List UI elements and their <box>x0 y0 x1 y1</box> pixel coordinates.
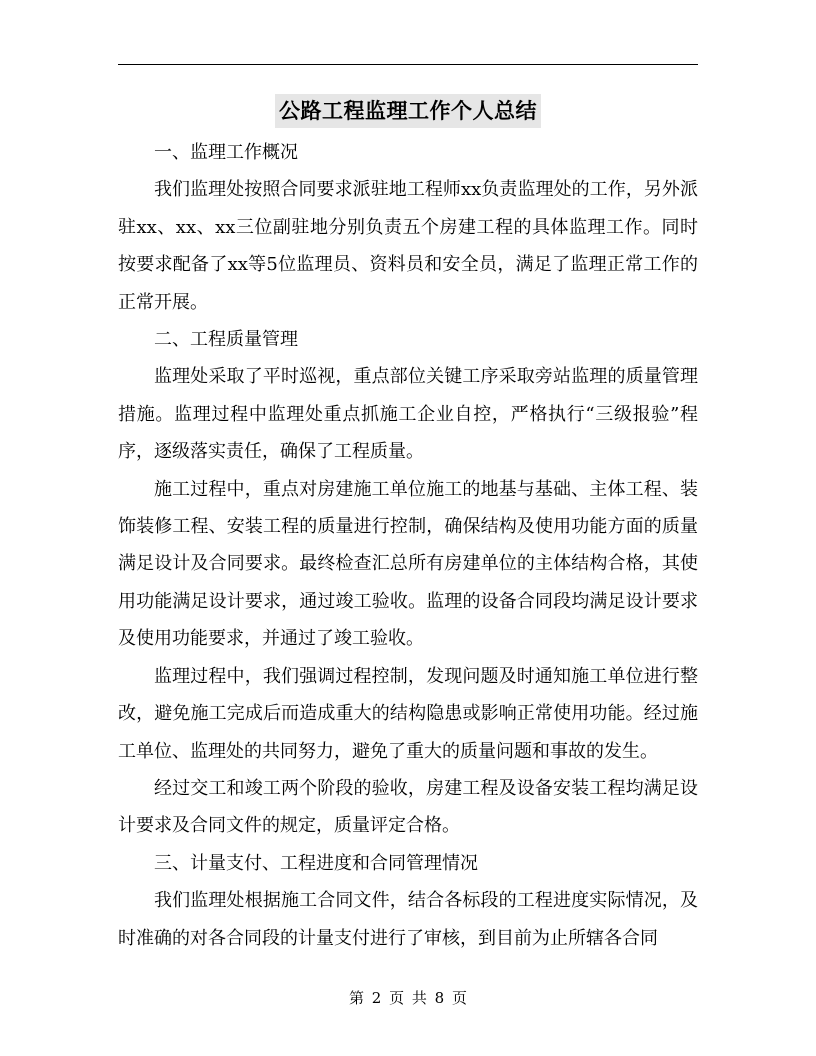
page-footer: 第 2 页 共 8 页 <box>349 989 467 1007</box>
paragraph-construction-control: 施工过程中，重点对房建施工单位施工的地基与基础、主体工程、装饰装修工程、安装工程的质量进行控制，确保结构及使用功能方面的质量满足设计及合同要求。最终检查汇总所有房建单位的主体结构合格，其使用功能满足设计要求，通过竣工验收。监理的设备合同段均满足设计要求及使用功能要求，并通过了竣工验收。 <box>118 478 698 650</box>
section-heading-payment: 三、计量支付、工程进度和合同管理情况 <box>154 852 478 874</box>
section-heading-quality: 二、工程质量管理 <box>154 329 298 351</box>
paragraph-payment: 我们监理处根据施工合同文件，结合各标段的工程进度实际情况，及时准确的对各合同段的计量支付进行了审核，到目前为止所辖各合同 <box>118 890 698 949</box>
section-heading-overview: 一、监理工作概况 <box>154 142 298 163</box>
paragraph-overview: 我们监理处按照合同要求派驻地工程师xx负责监理处的工作，另外派驻xx、xx、xx三位副驻地分别负责五个房建工程的具体监理工作。同时按要求配备了xx等5位监理员、资料员和安全员，满足了监理正常工作的正常开展。 <box>118 179 698 313</box>
document-body <box>118 134 698 957</box>
header-rule <box>118 64 698 65</box>
paragraph-quality-measures: 监理处采取了平时巡视，重点部位关键工序采取旁站监理的质量管理措施。监理过程中监理处重点抓施工企业自控，严格执行“三级报验”程序，逐级落实责任，确保了工程质量。 <box>118 366 698 463</box>
paragraph-acceptance: 经过交工和竣工两个阶段的验收，房建工程及设备安装工程均满足设计要求及合同文件的规定，质量评定合格。 <box>118 777 698 837</box>
title-block <box>118 94 698 128</box>
document-title: 公路工程监理工作个人总结 <box>275 94 541 128</box>
paragraph-process-control: 监理过程中，我们强调过程控制，发现问题及时通知施工单位进行整改，避免施工完成后而造成重大的结构隐患或影响正常使用功能。经过施工单位、监理处的共同努力，避免了重大的质量问题和事故的发生。 <box>118 665 698 762</box>
